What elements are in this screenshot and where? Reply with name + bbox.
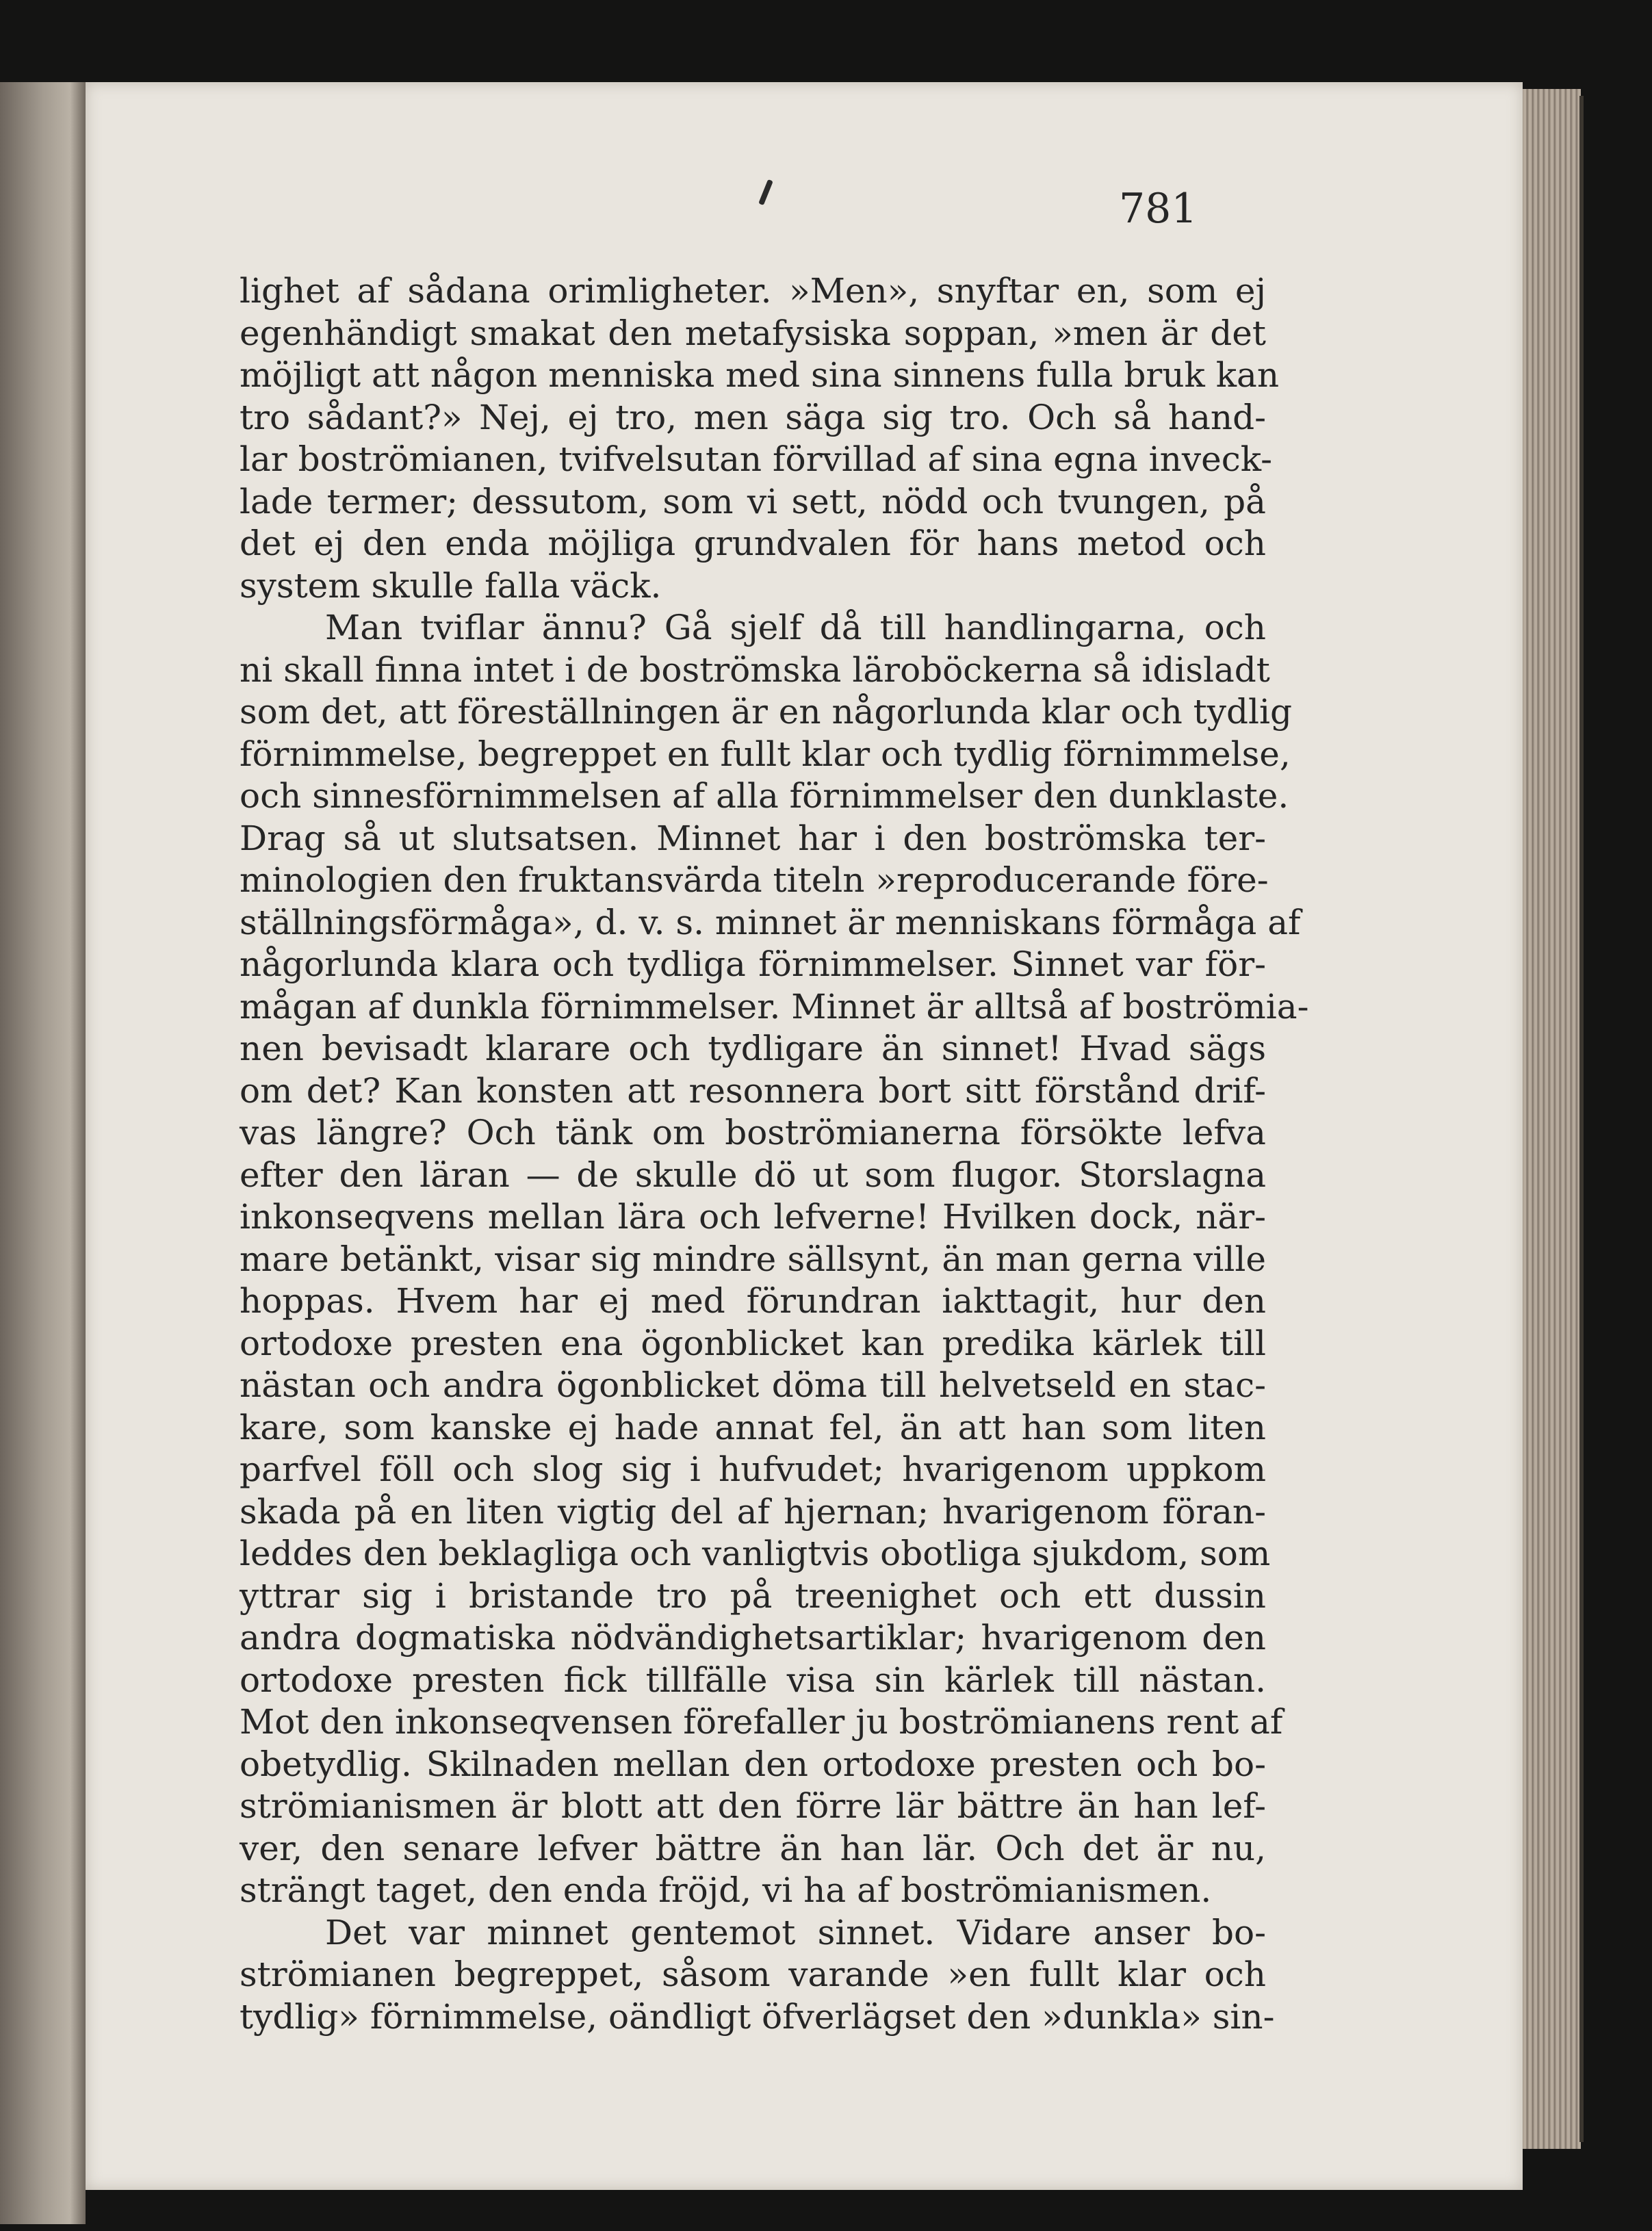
text-line: inkonseqvens mellan lära och lefverne! Hvilken dock, när-: [240, 1197, 1266, 1237]
text-line: andra dogmatiska nödvändighetsartiklar; hvarigenom den: [240, 1618, 1266, 1658]
text-line: ni skall finna intet i de boströmska läroböckerna så idisladt: [240, 649, 1270, 690]
text-line: lade termer; dessutom, som vi sett, nödd och tvungen, på: [240, 481, 1266, 521]
text-line: det ej den enda möjliga grundvalen för hans metod och: [240, 524, 1266, 563]
text-line: ortodoxe presten ena ögonblicket kan predika kärlek till: [240, 1323, 1266, 1363]
text-line: mågan af dunkla förnimmelser. Minnet är alltså af boströmia-: [240, 986, 1309, 1027]
text-line: parfvel föll och slog sig i hufvudet; hvarigenom uppkom: [240, 1449, 1266, 1489]
text-line: ställningsförmåga», d. v. s. minnet är menniskans förmåga af: [240, 902, 1301, 942]
text-line: mare betänkt, visar sig mindre sällsynt, än man gerna ville: [240, 1239, 1266, 1279]
text-line: minologien den fruktansvärda titeln »reproducerande före-: [240, 860, 1269, 900]
text-line: system skulle falla väck.: [240, 565, 662, 606]
text-line: lar boströmianen, tvifvelsutan förvillad af sina egna inveck-: [240, 439, 1273, 479]
text-line: som det, att föreställningen är en någorlunda klar och tydlig: [240, 692, 1293, 732]
text-line: nen bevisadt klarare och tydligare än sinnet! Hvad sägs: [240, 1029, 1266, 1068]
text-line: tydlig» förnimmelse, oändligt öfverlägset den »dunkla» sin-: [240, 1996, 1275, 2037]
text-line: efter den läran — de skulle dö ut som flugor. Storslagna: [240, 1155, 1266, 1195]
text-line: ortodoxe presten fick tillfälle visa sin kärlek till nästan.: [240, 1660, 1266, 1700]
text-line: kare, som kanske ej hade annat fel, än att han som liten: [240, 1407, 1266, 1447]
text-line: och sinnesförnimmelsen af alla förnimmelser den dunklaste.: [240, 776, 1289, 816]
text-line: Man tviflar ännu? Gå sjelf då till handlingarna, och: [325, 608, 1266, 647]
text-line: strömianen begreppet, såsom varande »en fullt klar och: [240, 1955, 1266, 1994]
text-line: hoppas. Hvem har ej med förundran iakttagit, hur den: [240, 1281, 1266, 1321]
text-line: nästan och andra ögonblicket döma till helvetseld en stac-: [240, 1365, 1266, 1405]
text-line: lighet af sådana orimligheter. »Men», snyftar en, som ej: [240, 271, 1266, 311]
text-line: möjligt att någon menniska med sina sinnens fulla bruk kan: [240, 355, 1280, 395]
text-line: Det var minnet gentemot sinnet. Vidare anser bo-: [325, 1912, 1266, 1952]
text-line: obetydlig. Skilnaden mellan den ortodoxe presten och bo-: [240, 1744, 1266, 1784]
text-line: yttrar sig i bristande tro på treenighet och ett dussin: [240, 1575, 1266, 1616]
left-page-edge: [0, 82, 86, 2224]
text-line: skada på en liten vigtig del af hjernan; hvarigenom föran-: [240, 1491, 1266, 1532]
text-line: förnimmelse, begreppet en fullt klar och tydlig förnimmelse,: [240, 734, 1291, 774]
text-line: Drag så ut slutsatsen. Minnet har i den boströmska ter-: [240, 818, 1266, 858]
text-line: ver, den senare lefver bättre än han lär. Och det är nu,: [240, 1828, 1266, 1868]
text-line: leddes den beklagliga och vanligtvis obotliga sjukdom, som: [240, 1534, 1271, 1573]
text-line: om det? Kan konsten att resonnera bort sitt förstånd drif-: [240, 1070, 1266, 1111]
text-line: någorlunda klara och tydliga förnimmelser. Sinnet var för-: [240, 944, 1266, 984]
text-line: Mot den inkonseqvensen förefaller ju boströmianens rent af: [240, 1702, 1283, 1742]
text-line: strängt taget, den enda fröjd, vi ha af boströmianismen.: [240, 1870, 1212, 1910]
text-line: vas längre? Och tänk om boströmianerna försökte lefva: [240, 1113, 1266, 1152]
body-text: [240, 270, 1309, 2038]
page-number: 781: [1119, 185, 1198, 233]
page-block-shadow: [1579, 96, 1584, 2142]
text-line: tro sådant?» Nej, ej tro, men säga sig tro. Och så hand-: [240, 397, 1266, 437]
text-line: egenhändigt smakat den metafysiska soppan, »men är det: [240, 313, 1266, 353]
text-line: strömianismen är blott att den förre lär bättre än han lef-: [240, 1786, 1266, 1826]
